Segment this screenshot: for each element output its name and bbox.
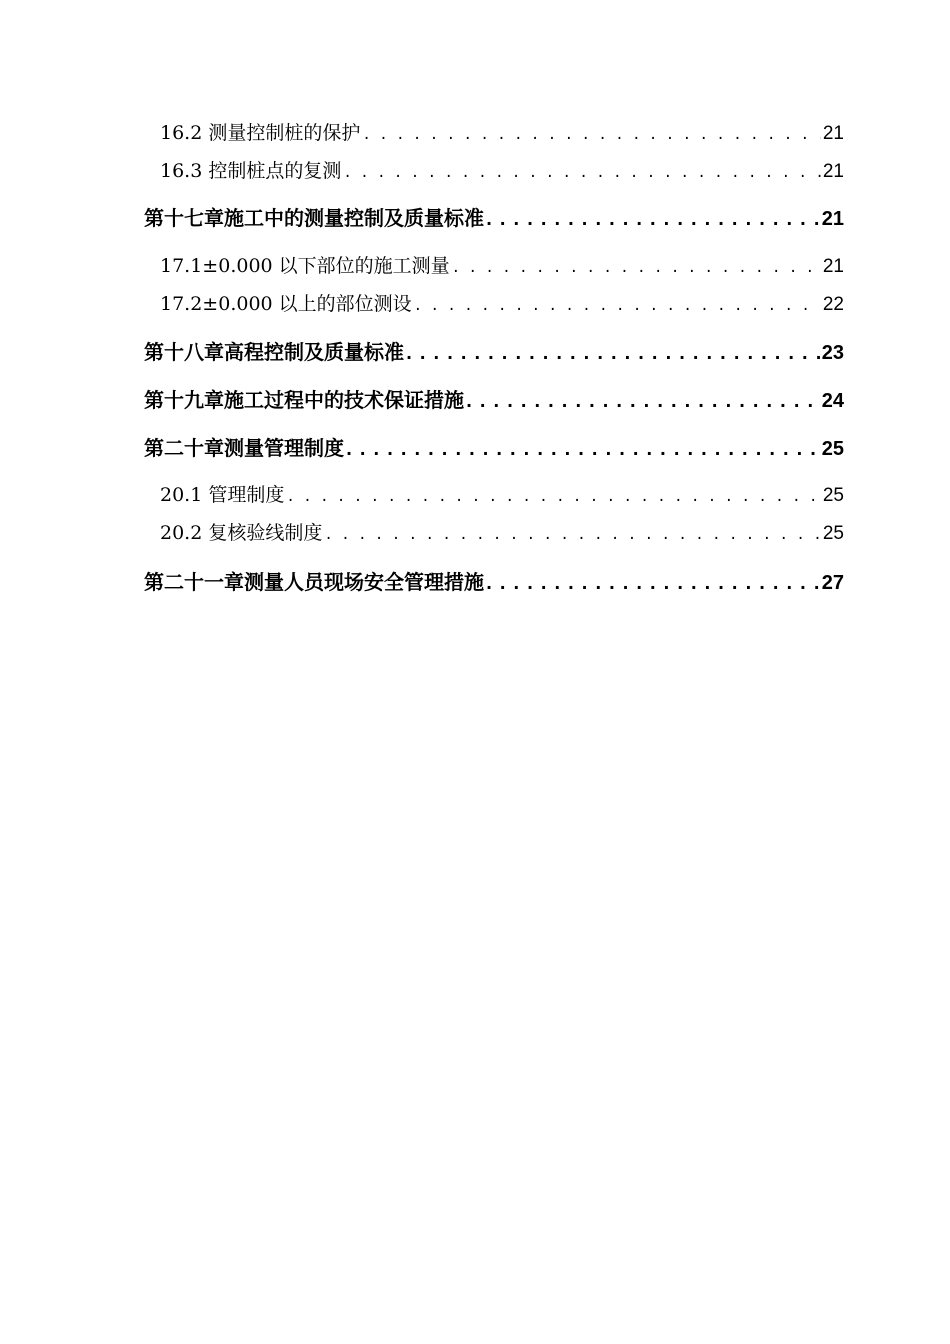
toc-entry-chapter-20[interactable] [144,432,844,461]
toc-dot-leader [486,570,820,594]
toc-dot-leader [466,388,820,412]
toc-entry-17-2[interactable] [160,289,844,316]
toc-dot-leader [286,484,821,506]
toc-entry-title: 第十八章高程控制及质量标准 [144,340,404,364]
toc-page-number: 25 [821,438,844,460]
toc-dot-leader [486,206,820,230]
toc-entry-title: 第二十一章测量人员现场安全管理措施 [144,570,484,594]
toc-dot-leader [343,160,821,182]
toc-dot-leader [452,255,821,277]
toc-dot-leader [362,122,821,144]
toc-dot-leader [346,436,820,460]
toc-page-number: 25 [822,523,844,544]
toc-page-number: 27 [821,572,844,594]
toc-entry-title: 第二十章测量管理制度 [144,436,344,460]
toc-dot-leader [406,340,820,364]
toc-entry-chapter-19[interactable] [144,384,844,413]
toc-entry-20-1[interactable] [160,480,844,507]
toc-entry-title: 第十九章施工过程中的技术保证措施 [144,388,464,412]
toc-entry-16-2[interactable] [160,118,844,145]
toc-entry-title: 17.2±0.000 以上的部位测设 [160,293,412,315]
toc-page-number: 21 [821,208,844,230]
toc-page-number: 21 [822,123,844,144]
toc-entry-17-1[interactable] [160,251,844,278]
toc-page-number: 24 [821,390,844,412]
toc-entry-20-2[interactable] [160,518,844,545]
toc-entry-title: 第十七章施工中的测量控制及质量标准 [144,206,484,230]
toc-dot-leader [414,293,821,315]
toc-page-number: 21 [822,256,844,277]
toc-entry-16-3[interactable] [160,156,844,183]
toc-dot-leader [324,522,821,544]
toc-entry-chapter-17[interactable] [144,202,844,231]
toc-page-number: 21 [822,161,844,182]
toc-entry-title: 20.1 管理制度 [160,484,285,506]
toc-entry-chapter-18[interactable] [144,336,844,365]
toc-entry-chapter-21[interactable] [144,566,844,595]
toc-page-number: 25 [822,485,844,506]
toc-entry-title: 20.2 复核验线制度 [160,522,323,544]
toc-entry-title: 17.1±0.000 以下部位的施工测量 [160,255,450,277]
toc-page-number: 22 [822,294,844,315]
toc-entry-title: 16.3 控制桩点的复测 [160,160,342,182]
toc-entry-title: 16.2 测量控制桩的保护 [160,122,361,144]
toc-page-number: 23 [821,342,844,364]
